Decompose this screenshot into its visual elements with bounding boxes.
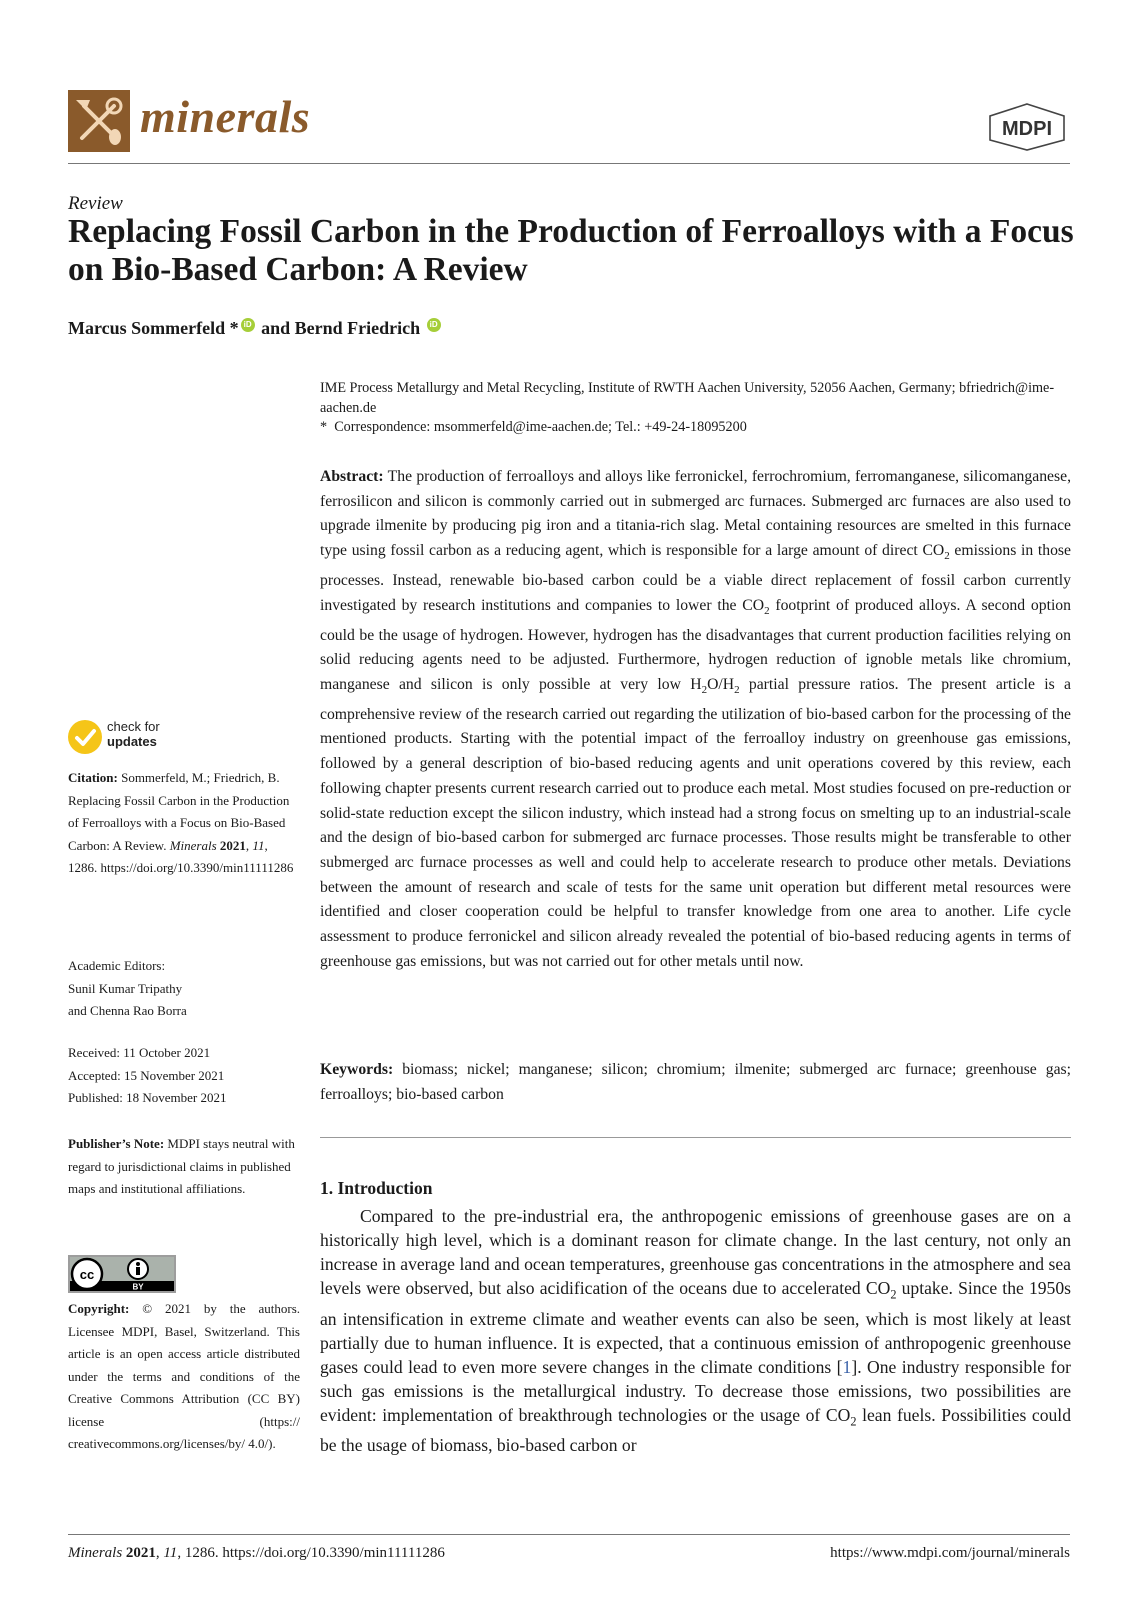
citation-block — [68, 767, 300, 880]
cc-icon-text: cc — [79, 1267, 95, 1282]
footer-divider — [68, 1534, 1070, 1535]
check-updates-label[interactable]: check for — [107, 719, 160, 734]
mdpi-logo — [986, 102, 1068, 152]
subscript: 2 — [850, 1414, 857, 1429]
reference-link[interactable]: 1 — [842, 1356, 852, 1377]
mdpi-logo-text: MDPI — [1002, 118, 1052, 140]
citation-text: Sommerfeld, M.; Friedrich, B. Replacing Fossil Carbon in the Production of Ferroalloys with a Focus on Bio-Based Carbon: A Review. — [68, 770, 290, 853]
copyright-label: Copyright: — [68, 1301, 130, 1316]
article-title: Replacing Fossil Carbon in the Production of Ferroalloys with a Focus on Bio-Based Carbon: A Review — [68, 213, 1074, 288]
pubnote-label: Publisher’s Note: — [68, 1136, 165, 1151]
abstract-text: emissions in those processes. Instead, renewable bio-based carbon could be a viable direct replacement of fossil carbon currently investigated by research institutions and companies to lower the CO — [320, 542, 1071, 614]
author-name[interactable]: Marcus Sommerfeld — [68, 318, 226, 338]
footer-doi[interactable]: , 1286. https://doi.org/10.3390/min11111286 — [177, 1545, 445, 1561]
abstract-text: The production of ferroalloys and alloys like ferronickel, ferrochromium, ferromanganese, silicomanganese, ferrosilicon and silicon is commonly carried out in submerged arc furnaces. Submerged arc furnaces are also used to upgrade ilmenite by producing pig iron and a titania-rich slag. Metal containing resources are smelted in this furnace type using fossil carbon as a reducing agent, which is responsible for a large amount of direct CO — [320, 468, 1072, 560]
citation-doi[interactable]: , 1286. https://doi.org/10.3390/min11111286 — [68, 837, 294, 875]
keywords-text: biomass; nickel; manganese; silicon; chromium; ilmenite; submerged arc furnace; greenhouse gas; ferroalloys; bio-based carbon — [320, 1061, 1072, 1103]
citation-year: 2021 — [216, 837, 246, 853]
body-text: lean fuels. Possibilities could be the usage of biomass, bio-based carbon or — [320, 1404, 1071, 1456]
crossed-tools-icon — [68, 90, 130, 152]
subscript: 2 — [734, 684, 740, 697]
creative-commons-icon — [70, 1257, 174, 1291]
correspondence-text: Correspondence: msommerfeld@ime-aachen.de; Tel.: +49-24-18095200 — [334, 419, 747, 435]
checkmark-icon — [68, 720, 102, 754]
keywords — [320, 1058, 1071, 1107]
received-date: Received: 11 October 2021 — [68, 1045, 211, 1060]
subscript: 2 — [944, 550, 950, 563]
pubnote-text: MDPI stays neutral with regard to jurisdictional claims in published maps and institutional affiliations. — [68, 1136, 295, 1196]
subscript: 2 — [701, 684, 708, 697]
footer-journal-url[interactable]: https://www.mdpi.com/journal/minerals — [830, 1545, 1070, 1561]
abstract-text: footprint of produced alloys. A second option could be the usage of hydrogen. However, hydrogen has the disadvantages that current production facilities relying on solid reducing agents need to be adjusted. Furthermore, hydrogen reduction of ignoble metals like chromium, manganese and silicon is only possible at very low H — [320, 596, 1071, 693]
affiliation: IME Process Metallurgy and Metal Recycling, Institute of RWTH Aachen University, 52056 Aachen, Germany; bfriedrich@ime-aachen.de — [320, 380, 1055, 416]
citation-journal: Minerals — [169, 837, 217, 853]
accepted-date: Accepted: 15 November 2021 — [68, 1067, 225, 1083]
footer-separator: , — [155, 1545, 164, 1561]
journal-logo — [68, 90, 130, 152]
journal-name: minerals — [140, 91, 311, 142]
copyright-text: © 2021 by the authors. Licensee MDPI, Basel, Switzerland. This article is an open access article distributed under the terms and conditions of the Creative Commons Attribution (CC BY) license (https:// creativecommons.org/licenses/by/ 4.0/). — [68, 1301, 300, 1451]
keywords-label: Keywords: — [320, 1061, 394, 1078]
footer-volume: 11 — [163, 1545, 178, 1561]
correspondence — [320, 419, 747, 436]
section-heading: 1. Introduction — [320, 1178, 433, 1198]
academic-editors — [68, 955, 300, 1023]
cc-by-license-badge[interactable] — [68, 1255, 176, 1293]
footer-year: 2021 — [122, 1545, 156, 1561]
orcid-icon[interactable]: iD — [427, 318, 441, 332]
author-name[interactable]: Bernd Friedrich — [294, 318, 421, 338]
body-text: uptake. Since the 1950s an intensification in extreme climate and weather events can also be seen, which is most likely at least partially due to human influence. It is expected, that a continuous emission of anthropogenic greenhouse gases could lead to even more severe changes in the climate conditions [ — [320, 1278, 1071, 1377]
author-join: and — [261, 318, 291, 338]
article-type: Review — [68, 193, 123, 214]
abstract-text: partial pressure ratios. The present article is a comprehensive review of the research carried out regarding the utilization of bio-based carbon for the processing of the mentioned products. Starting with the potential impact of the ferroalloy industry on greenhouse gas emissions, followed by a general description of bio-based reducing agents and unit operations covered by this review, each following chapter presents current research carried out to produce each metal. Most studies focused on pre-reduction or solid-state reduction except the silicon industry, which instead had a strong focus on smelting up to an industrial-scale and the design of bio-based carbon for submerged arc furnace processes. Those results might be transferable to other submerged arc furnace processes as well and could help to accelerate research to produce other metals. Deviations between the amount of research and scale of tests for the same unit operation but different metal resources were identified and closer cooperation could be helpful to transfer knowledge from one area to another. Life cycle assessment to produce ferronickel and silicon already revealed the potential of bio-based reducing agents in terms of greenhouse gas emissions, but was not carried out for other metals until now. — [320, 675, 1071, 970]
footer-citation — [68, 1545, 445, 1562]
mdpi-hexagon-icon — [986, 102, 1068, 152]
corresponding-mark: * — [229, 318, 239, 338]
subscript: 2 — [890, 1287, 897, 1302]
editor-name: Sunil Kumar Tripathy — [68, 980, 183, 996]
abstract — [320, 465, 1071, 974]
copyright-notice — [68, 1298, 300, 1456]
body-text: Compared to the pre-industrial era, the anthropogenic emissions of greenhouse gases are on a historically high level, which is a dominant reason for climate change. In the last century, not only an increase in average land and ocean temperatures, greenhouse gas concentrations in the atmosphere and sea levels were observed, but also acidification of the oceans due to accelerated CO — [320, 1206, 1071, 1298]
body-text: ]. One industry responsible for such gas emissions is the metallurgical industry. To decrease those emissions, two possibilities are evident: implementation of breakthrough technologies or the usage of CO — [320, 1356, 1071, 1425]
section-divider — [320, 1137, 1071, 1138]
citation-separator: , — [245, 837, 253, 853]
publishers-note — [68, 1133, 300, 1201]
footer-journal: Minerals — [68, 1545, 123, 1561]
header-divider — [68, 163, 1070, 164]
published-date: Published: 18 November 2021 — [68, 1090, 227, 1105]
cc-by-text: BY — [132, 1282, 144, 1291]
check-updates-icon[interactable] — [68, 720, 102, 754]
orcid-icon[interactable]: iD — [241, 318, 255, 332]
correspondence-mark: * — [320, 419, 328, 435]
citation-label: Citation: — [68, 770, 118, 785]
citation-volume: 11 — [252, 837, 265, 853]
introduction-paragraph — [320, 1204, 1071, 1457]
abstract-text: O/H — [707, 675, 735, 693]
abstract-label: Abstract: — [320, 468, 384, 485]
editors-label: Academic Editors: — [68, 958, 166, 973]
subscript: 2 — [764, 604, 770, 617]
publication-dates — [68, 1042, 300, 1110]
check-updates-label-bold[interactable]: updates — [107, 734, 157, 749]
author-list — [68, 318, 443, 339]
editor-name: and Chenna Rao Borra — [68, 1003, 187, 1018]
